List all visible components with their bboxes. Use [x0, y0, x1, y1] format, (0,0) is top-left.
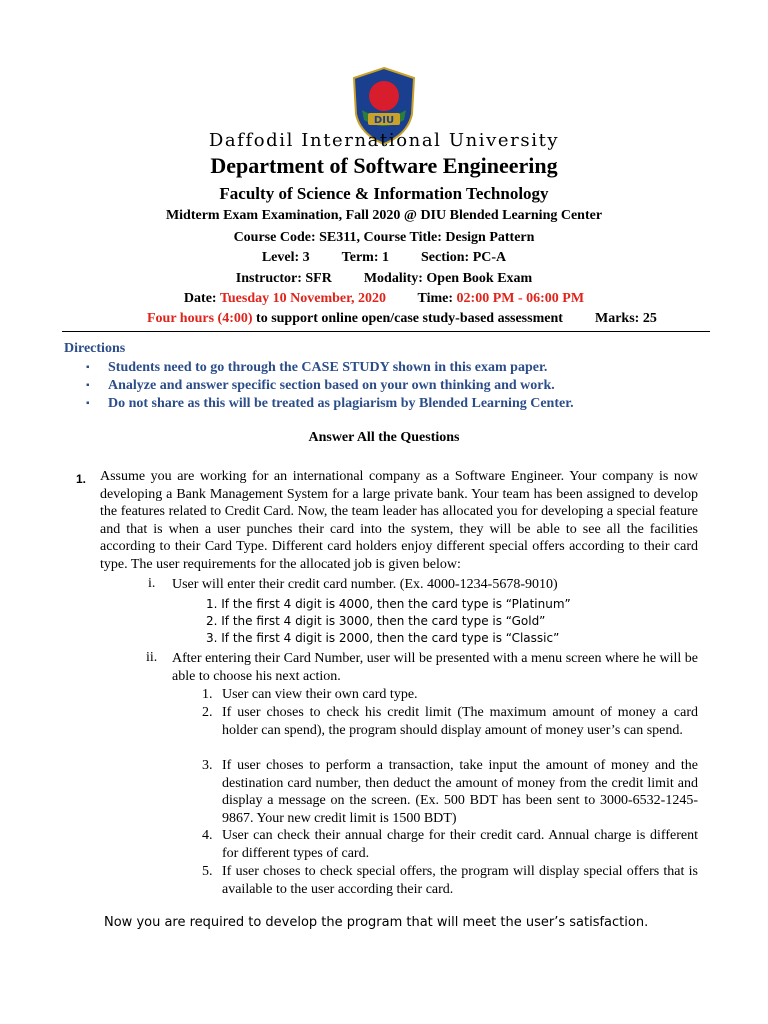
menu-item-2: 2. If user choses to check his credit limit (The maximum amount of money a card holder can spend), the program should display amount of money user’s can spend.: [202, 705, 698, 738]
card-rule-gold: 2. If the first 4 digit is 3000, then the card type is “Gold”: [206, 614, 546, 628]
instructor: Instructor: SFR: [235, 271, 332, 286]
header-divider: [62, 331, 710, 332]
term: Term: 1: [341, 250, 389, 265]
exam-line: Midterm Exam Examination, Fall 2020 @ DIU Blended Learning Center: [165, 208, 603, 223]
list-item: ▪ Students need to go through the CASE STUDY shown in this exam paper.: [86, 360, 548, 375]
modality: Modality: Open Book Exam: [363, 271, 533, 286]
card-rule-platinum: 1. If the first 4 digit is 4000, then the card type is “Platinum”: [206, 597, 571, 611]
sub-number-ii: ii.: [146, 650, 158, 665]
date-value: Tuesday 10 November, 2020: [219, 291, 387, 306]
marks: Marks: 25: [595, 311, 657, 326]
time-value: 02:00 PM - 06:00 PM: [456, 291, 585, 306]
answer-heading: Answer All the Questions: [308, 430, 460, 445]
list-item: ▪ Do not share as this will be treated as plagiarism by Blended Learning Center.: [86, 396, 574, 411]
bullet-icon: ▪: [86, 398, 90, 409]
list-item: ▪ Analyze and answer specific section based on your own thinking and work.: [86, 378, 555, 393]
logo-text: DIU: [373, 115, 395, 126]
sub-number-i: i.: [148, 576, 156, 591]
level: Level: 3: [261, 250, 310, 265]
instructor-modality: [0, 271, 768, 287]
footer-instruction: Now you are required to develop the program that will meet the user’s satisfaction.: [104, 915, 649, 930]
faculty-name: Faculty of Science & Information Technology: [219, 184, 549, 203]
department-name: Department of Software Engineering: [210, 153, 558, 178]
bullet-icon: ▪: [86, 362, 90, 373]
time-label: Time:: [417, 291, 454, 306]
card-rule-classic: 3. If the first 4 digit is 2000, then the card type is “Classic”: [206, 631, 560, 645]
sub-text-ii: After entering their Card Number, user will be presented with a menu screen where he will be able to choose his next action.: [172, 651, 698, 684]
duration-line: [147, 311, 563, 327]
university-name: Daffodil International University: [208, 130, 560, 151]
directions-list: [86, 359, 574, 413]
sub-text-i: User will enter their credit card number. (Ex. 4000-1234-5678-9010): [172, 577, 558, 592]
question-paragraph: Assume you are working for an international company as a Software Engineer. Your company is now developing a Bank Management System for a large private bank. Your team has been assigned to develop the features related to Credit Card. Now, the team leader has allocated you for developing a special feature and that is when a user punches their card into the system, they will be able to see all the facilities according to their Card Type. Different card holders enjoy different special offers according to their card type. The user requirements for the allocated job is given below:: [100, 469, 698, 572]
directions-title: Directions: [64, 341, 126, 356]
course-line: Course Code: SE311, Course Title: Design Pattern: [233, 230, 535, 245]
duration-text: to support online open/case study-based assessment: [256, 311, 563, 326]
question-number: 1.: [76, 472, 87, 486]
menu-item-5: 5. If user choses to check special offers, the program will display special offers that is available to the user according their card.: [202, 864, 698, 897]
duration-value: Four hours (4:00): [147, 311, 253, 326]
menu-item-4: 4. User can check their annual charge for their credit card. Annual charge is different for different types of card.: [202, 828, 698, 861]
date-time: [0, 291, 768, 307]
menu-item-3: 3. If user choses to perform a transaction, take input the amount of money and the destination card number, then deduct the amount of money from the credit limit and display a message on the screen. (Ex. 500 BDT has been sent to 3000-6532-1245-9867. Your new credit limit is 1500 BDT): [202, 758, 698, 826]
level-term-section: [0, 250, 768, 266]
menu-item-1: 1. User can view their own card type.: [202, 687, 418, 702]
bullet-icon: ▪: [86, 380, 90, 391]
section: Section: PC-A: [420, 250, 507, 265]
date-label: Date:: [183, 291, 217, 306]
